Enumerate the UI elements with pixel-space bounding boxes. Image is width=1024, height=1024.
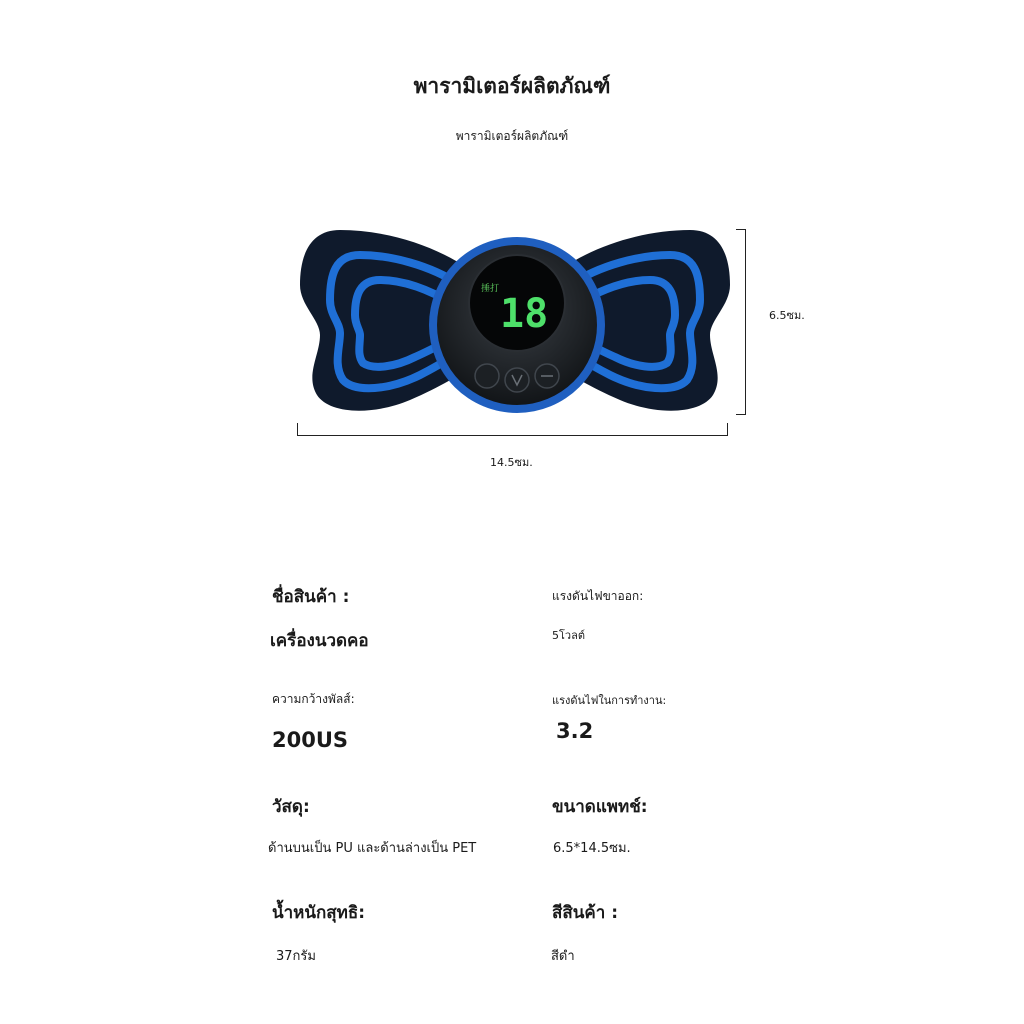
pulse-width-value: 200US — [272, 728, 349, 752]
page-subtitle: พารามิเตอร์ผลิตภัณฑ์ — [455, 129, 569, 143]
width-dimension-line — [297, 423, 728, 436]
color-label: สีสินค้า : — [552, 903, 619, 923]
mode-button[interactable] — [505, 368, 529, 392]
pulse-width-label: ความกว้างพัลส์: — [272, 692, 355, 706]
height-dimension-line — [736, 229, 746, 415]
net-weight-label: น้ำหนักสุทธิ: — [272, 903, 366, 923]
massager-product-image — [295, 225, 735, 424]
net-weight-value: 37กรัม — [276, 949, 316, 964]
patch-size-value: 6.5*14.5ซม. — [553, 841, 631, 856]
height-dimension-label: 6.5ซม. — [769, 309, 805, 322]
product-name-value: เครื่องนวดคอ — [270, 631, 369, 651]
product-name-label: ชื่อสินค้า : — [272, 587, 350, 607]
output-voltage-value: 5โวลต์ — [552, 629, 585, 642]
working-voltage-label: แรงดันไฟในการทำงาน: — [552, 694, 667, 707]
display-digits: 18 — [500, 291, 549, 337]
massager-illustration — [295, 225, 735, 420]
output-voltage-label: แรงดันไฟขาออก: — [552, 589, 644, 603]
material-label: วัสดุ: — [272, 797, 310, 817]
page-title: พารามิเตอร์ผลิตภัณฑ์ — [413, 74, 611, 98]
working-voltage-value: 3.2 — [556, 719, 594, 743]
color-value: สีดำ — [551, 949, 575, 964]
material-value: ด้านบนเป็น PU และด้านล่างเป็น PET — [268, 841, 477, 856]
patch-size-label: ขนาดแพทช์: — [552, 797, 648, 817]
power-button[interactable] — [475, 364, 499, 388]
display-mode-label: 捶打 — [481, 284, 500, 294]
width-dimension-label: 14.5ซม. — [490, 456, 533, 469]
